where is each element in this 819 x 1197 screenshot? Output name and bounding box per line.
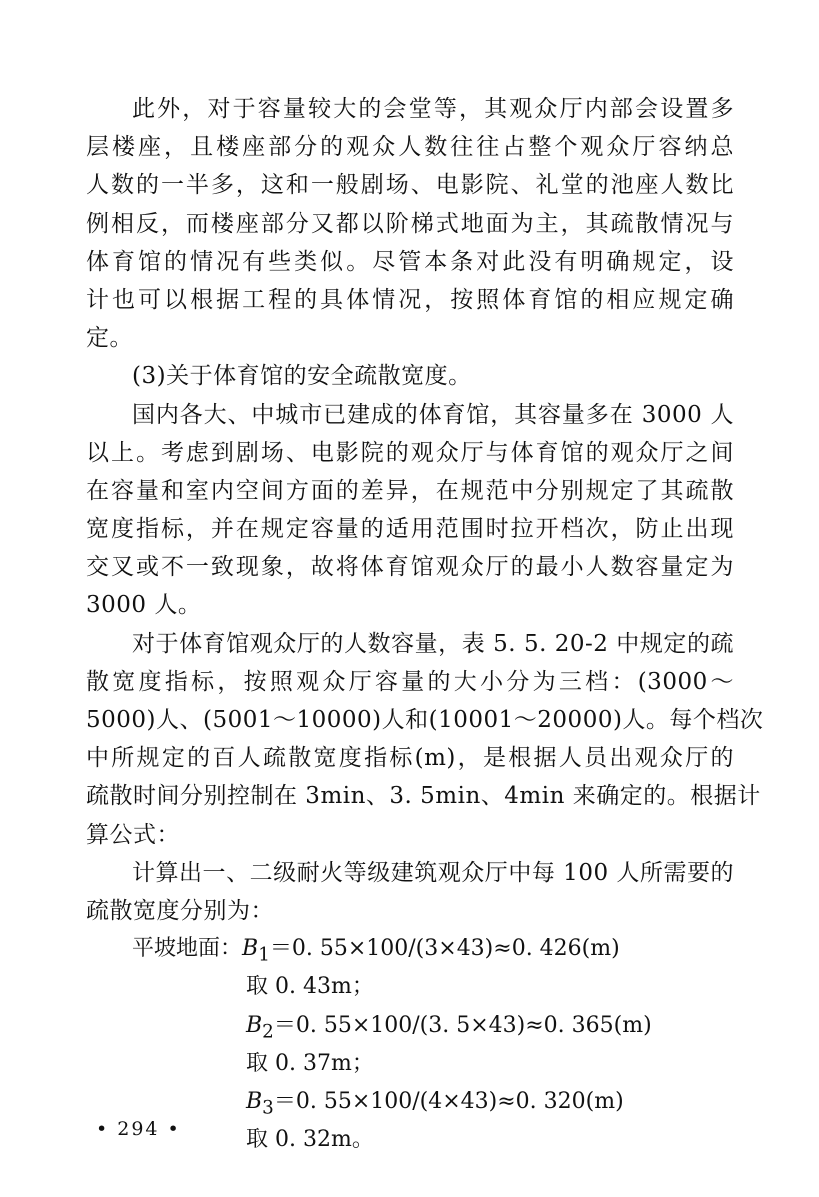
formula-b2 <box>86 1007 734 1045</box>
text-line: 算公式： <box>86 821 180 848</box>
section-heading: (3)关于体育馆的安全疏散宽度。 <box>132 363 472 390</box>
text-line: 宽度指标，并在规定容量的适用范围时拉开档次，防止出现 <box>86 516 734 543</box>
text-line: 散宽度指标，按照观众厅容量的大小分为三档：(3000～ <box>86 668 734 695</box>
text-line: 国内各大、中城市已建成的体育馆，其容量多在 3000 人 <box>132 401 734 428</box>
text-line: 疏散时间分别控制在 3min、3. 5min、4min 来确定的。根据计 <box>86 783 761 810</box>
formula-b3 <box>86 1083 734 1121</box>
formula-b2-rounded: 取 0. 37m； <box>246 1050 374 1076</box>
paragraph-width-index <box>86 625 764 854</box>
text-line: 计算出一、二级耐火等级建筑观众厅中每 100 人所需要的 <box>132 859 734 886</box>
formula-expression: ＝0. 55×100/(4×43)≈0. 320(m) <box>273 1088 624 1114</box>
body-text <box>86 90 764 1159</box>
paragraph-gymnasium-capacity <box>86 396 734 625</box>
text-line: 计也可以根据工程的具体情况，按照体育馆的相应规定确 <box>86 286 734 313</box>
text-line: 人数的一半多，这和一般剧场、电影院、礼堂的池座人数比 <box>86 172 734 199</box>
paragraph-calculation <box>86 854 734 930</box>
text-line: 疏散宽度分别为： <box>86 897 274 924</box>
text-line: 以上。考虑到剧场、电影院的观众厅与体育馆的观众厅之间 <box>86 439 734 466</box>
formula-subscript: 1 <box>258 944 270 966</box>
formula-b1-rounded: 取 0. 43m； <box>246 974 374 1000</box>
formula-subscript: 2 <box>262 1020 274 1042</box>
text-line: 在容量和室内空间方面的差异，在规范中分别规定了其疏散 <box>86 477 734 504</box>
text-line: 层楼座，且楼座部分的观众人数往往占整个观众厅容纳总 <box>86 134 734 161</box>
formula-expression: ＝0. 55×100/(3×43)≈0. 426(m) <box>269 936 620 962</box>
text-line: 交叉或不一致现象，故将体育馆观众厅的最小人数容量定为 <box>86 554 734 581</box>
formula-label: 平坡地面： <box>132 936 243 962</box>
formula-b3-rounded: 取 0. 32m。 <box>246 1127 374 1153</box>
paragraph-assembly-hall <box>86 90 734 357</box>
text-line: 5000)人、(5001～10000)人和(10001～20000)人。每个档次 <box>86 707 764 733</box>
formula-subscript: 3 <box>262 1097 274 1119</box>
text-line: 体育馆的情况有些类似。尽管本条对此没有明确规定，设 <box>86 248 734 275</box>
formula-block <box>86 930 734 1159</box>
text-line: 此外，对于容量较大的会堂等，其观众厅内部会设置多 <box>132 96 734 122</box>
text-line: 对于体育馆观众厅的人数容量，表 5. 5. 20-2 中规定的疏 <box>132 630 734 657</box>
formula-symbol: B <box>242 936 259 962</box>
text-line: 定。 <box>86 325 133 352</box>
text-line: 3000 人。 <box>86 592 202 619</box>
formula-b1 <box>86 930 734 968</box>
text-line: 例相反，而楼座部分又都以阶梯式地面为主，其疏散情况与 <box>86 210 734 237</box>
formula-symbol: B <box>246 1012 263 1038</box>
text-line: 中所规定的百人疏散宽度指标(m)，是根据人员出观众厅的 <box>86 745 734 772</box>
page-number: • 294 • <box>96 1118 181 1140</box>
formula-expression: ＝0. 55×100/(3. 5×43)≈0. 365(m) <box>273 1012 652 1038</box>
formula-symbol: B <box>246 1088 263 1114</box>
